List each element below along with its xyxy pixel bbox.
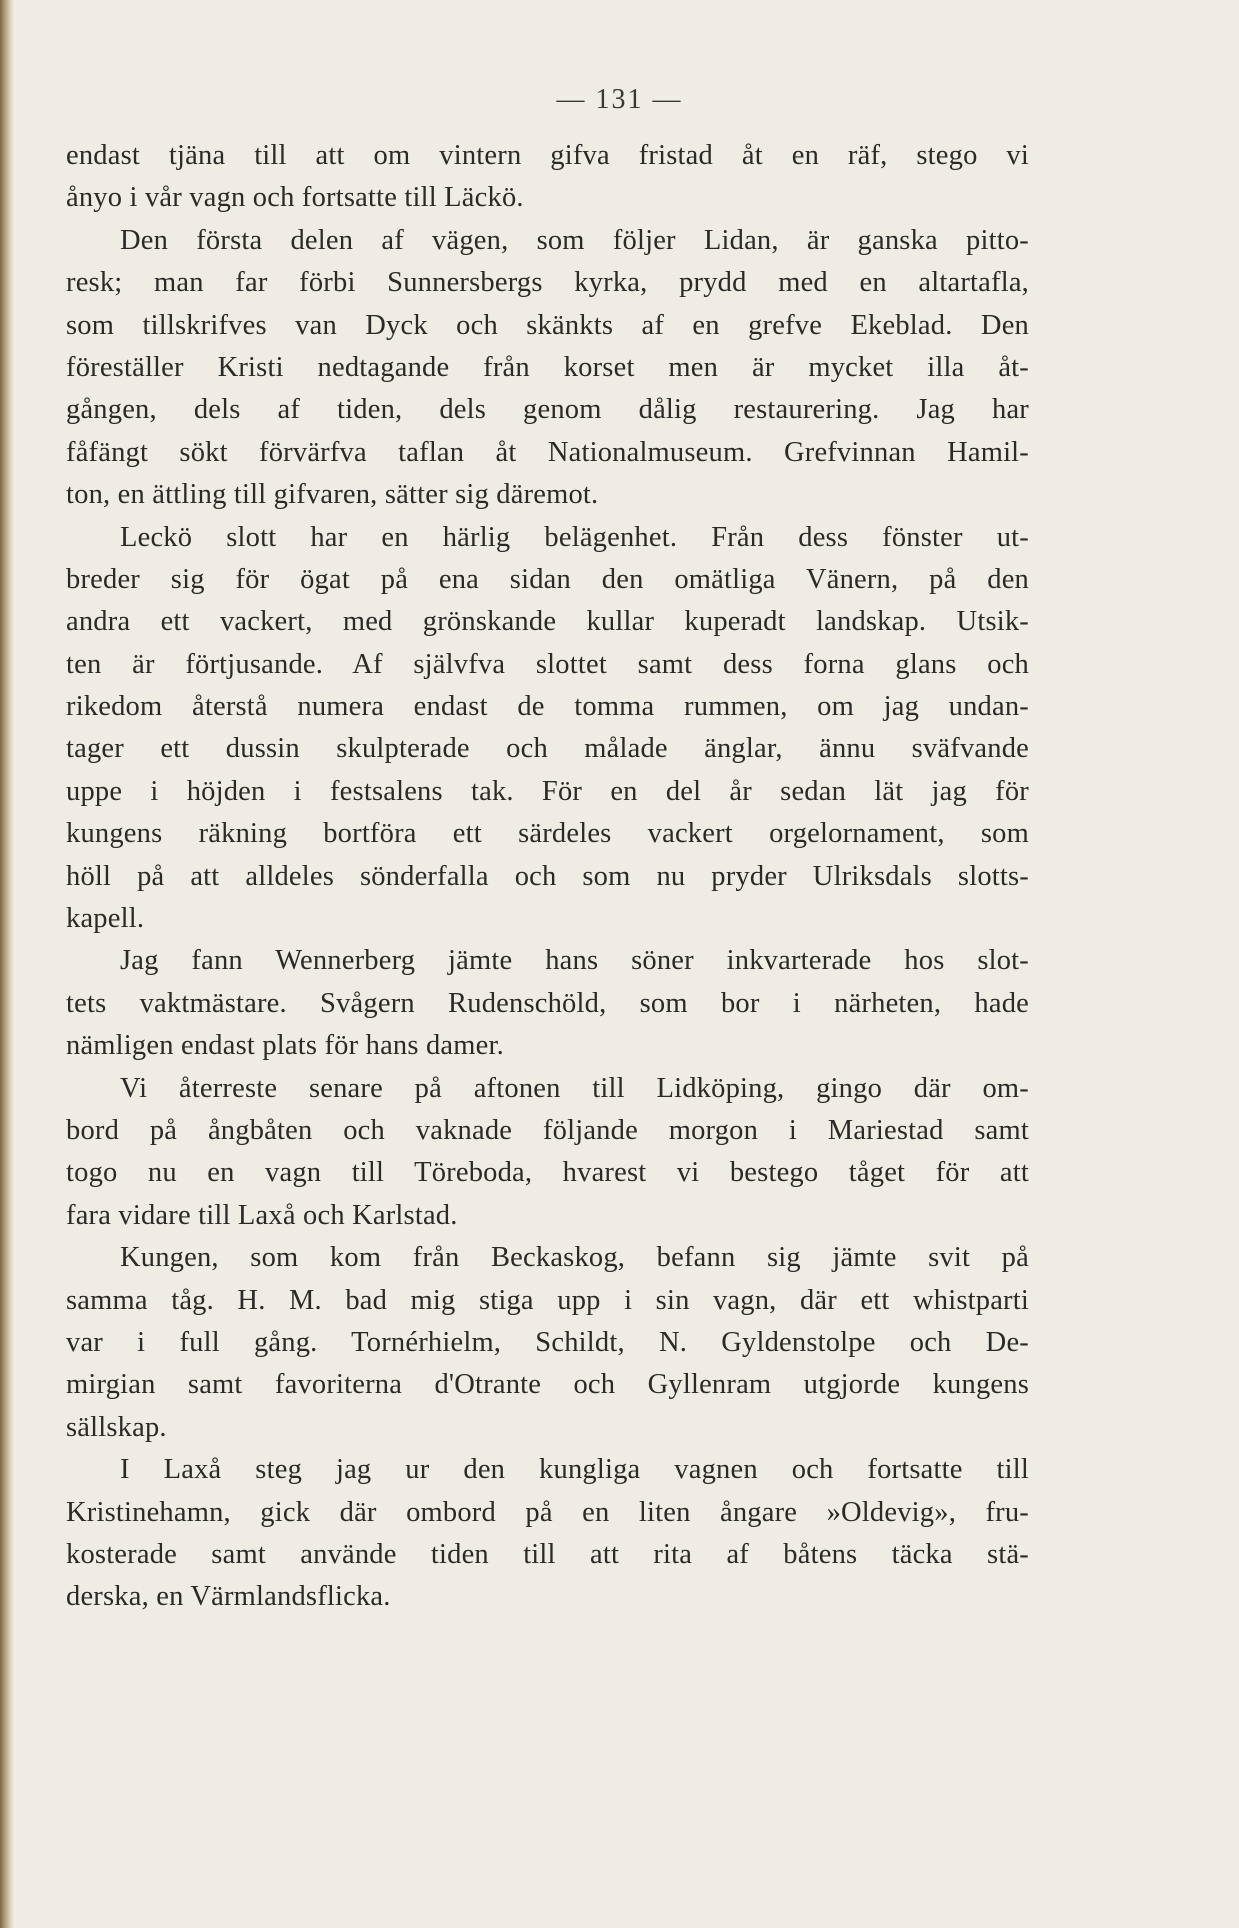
text-line: endast tjäna till att om vintern gifva fristad åt en räf, stego vi	[66, 140, 1029, 171]
text-line: kosterade samt använde tiden till att rita af båtens täcka stä-	[66, 1538, 1029, 1570]
text-line: mirgian samt favoriterna d'Otrante och Gyllenram utgjorde kungens	[66, 1369, 1029, 1401]
text-line: tager ett dussin skulpterade och målade änglar, ännu sväfvande	[66, 733, 1029, 765]
text-line: kapell.	[66, 903, 145, 935]
text-line: höll på att alldeles sönderfalla och som nu pryder Ulriksdals slotts-	[66, 860, 1029, 892]
text-line: uppe i höjden i festsalens tak. För en del år sedan lät jag för	[66, 775, 1029, 807]
text-line: fåfängt sökt förvärfva taflan åt Nationalmuseum. Grefvinnan Hamil-	[66, 436, 1029, 468]
text-line: ton, en ättling till gifvaren, sätter sig däremot.	[66, 479, 599, 511]
text-line: togo nu en vagn till Töreboda, hvarest vi bestego tåget för att	[66, 1157, 1029, 1189]
text-line: derska, en Värmlandsflicka.	[66, 1581, 391, 1613]
text-line: ånyo i vår vagn och fortsatte till Läckö.	[66, 182, 524, 214]
text-line: Kristinehamn, gick där ombord på en liten ångare »Oldevig», fru-	[66, 1496, 1029, 1528]
text-line: var i full gång. Tornérhielm, Schildt, N. Gyldenstolpe och De-	[66, 1326, 1029, 1358]
text-line: tets vaktmästare. Svågern Rudenschöld, som bor i närheten, hade	[66, 987, 1029, 1019]
text-line: Jag fann Wennerberg jämte hans söner inkvarterade hos slot-	[120, 945, 1029, 977]
page-number: — 131 —	[556, 84, 683, 115]
text-line: ten är förtjusande. Af självfva slottet samt dess forna glans och	[66, 648, 1029, 680]
text-line: rikedom återstå numera endast de tomma rummen, om jag undan-	[66, 691, 1029, 723]
text-line: fara vidare till Laxå och Karlstad.	[66, 1199, 458, 1231]
text-line: som tillskrifves van Dyck och skänkts af en grefve Ekeblad. Den	[66, 309, 1029, 341]
body-text	[66, 135, 1029, 1619]
text-line: nämligen endast plats för hans damer.	[66, 1030, 504, 1062]
text-line: Vi återreste senare på aftonen till Lidköping, gingo där om-	[120, 1072, 1029, 1104]
text-line: Kungen, som kom från Beckaskog, befann sig jämte svit på	[120, 1242, 1029, 1274]
text-line: Leckö slott har en härlig belägenhet. Från dess fönster ut-	[120, 521, 1029, 553]
text-line: resk; man far förbi Sunnersbergs kyrka, prydd med en altartafla,	[66, 267, 1029, 299]
text-line: andra ett vackert, med grönskande kullar kuperadt landskap. Utsik-	[66, 606, 1029, 638]
text-line: bord på ångbåten och vaknade följande morgon i Mariestad samt	[66, 1114, 1029, 1146]
text-line: kungens räkning bortföra ett särdeles vackert orgelornament, som	[66, 818, 1029, 850]
text-line: I Laxå steg jag ur den kungliga vagnen och fortsatte till	[120, 1454, 1029, 1486]
text-line: gången, dels af tiden, dels genom dålig restaurering. Jag har	[66, 394, 1029, 426]
page-binding-edge	[0, 0, 14, 1928]
text-line: Den första delen af vägen, som följer Lidan, är ganska pitto-	[120, 224, 1029, 256]
text-line: samma tåg. H. M. bad mig stiga upp i sin vagn, där ett whistparti	[66, 1284, 1029, 1316]
text-line: breder sig för ögat på ena sidan den omätliga Vänern, på den	[66, 563, 1029, 595]
text-line: sällskap.	[66, 1411, 167, 1443]
text-line: föreställer Kristi nedtagande från korset men är mycket illa åt-	[66, 351, 1029, 383]
